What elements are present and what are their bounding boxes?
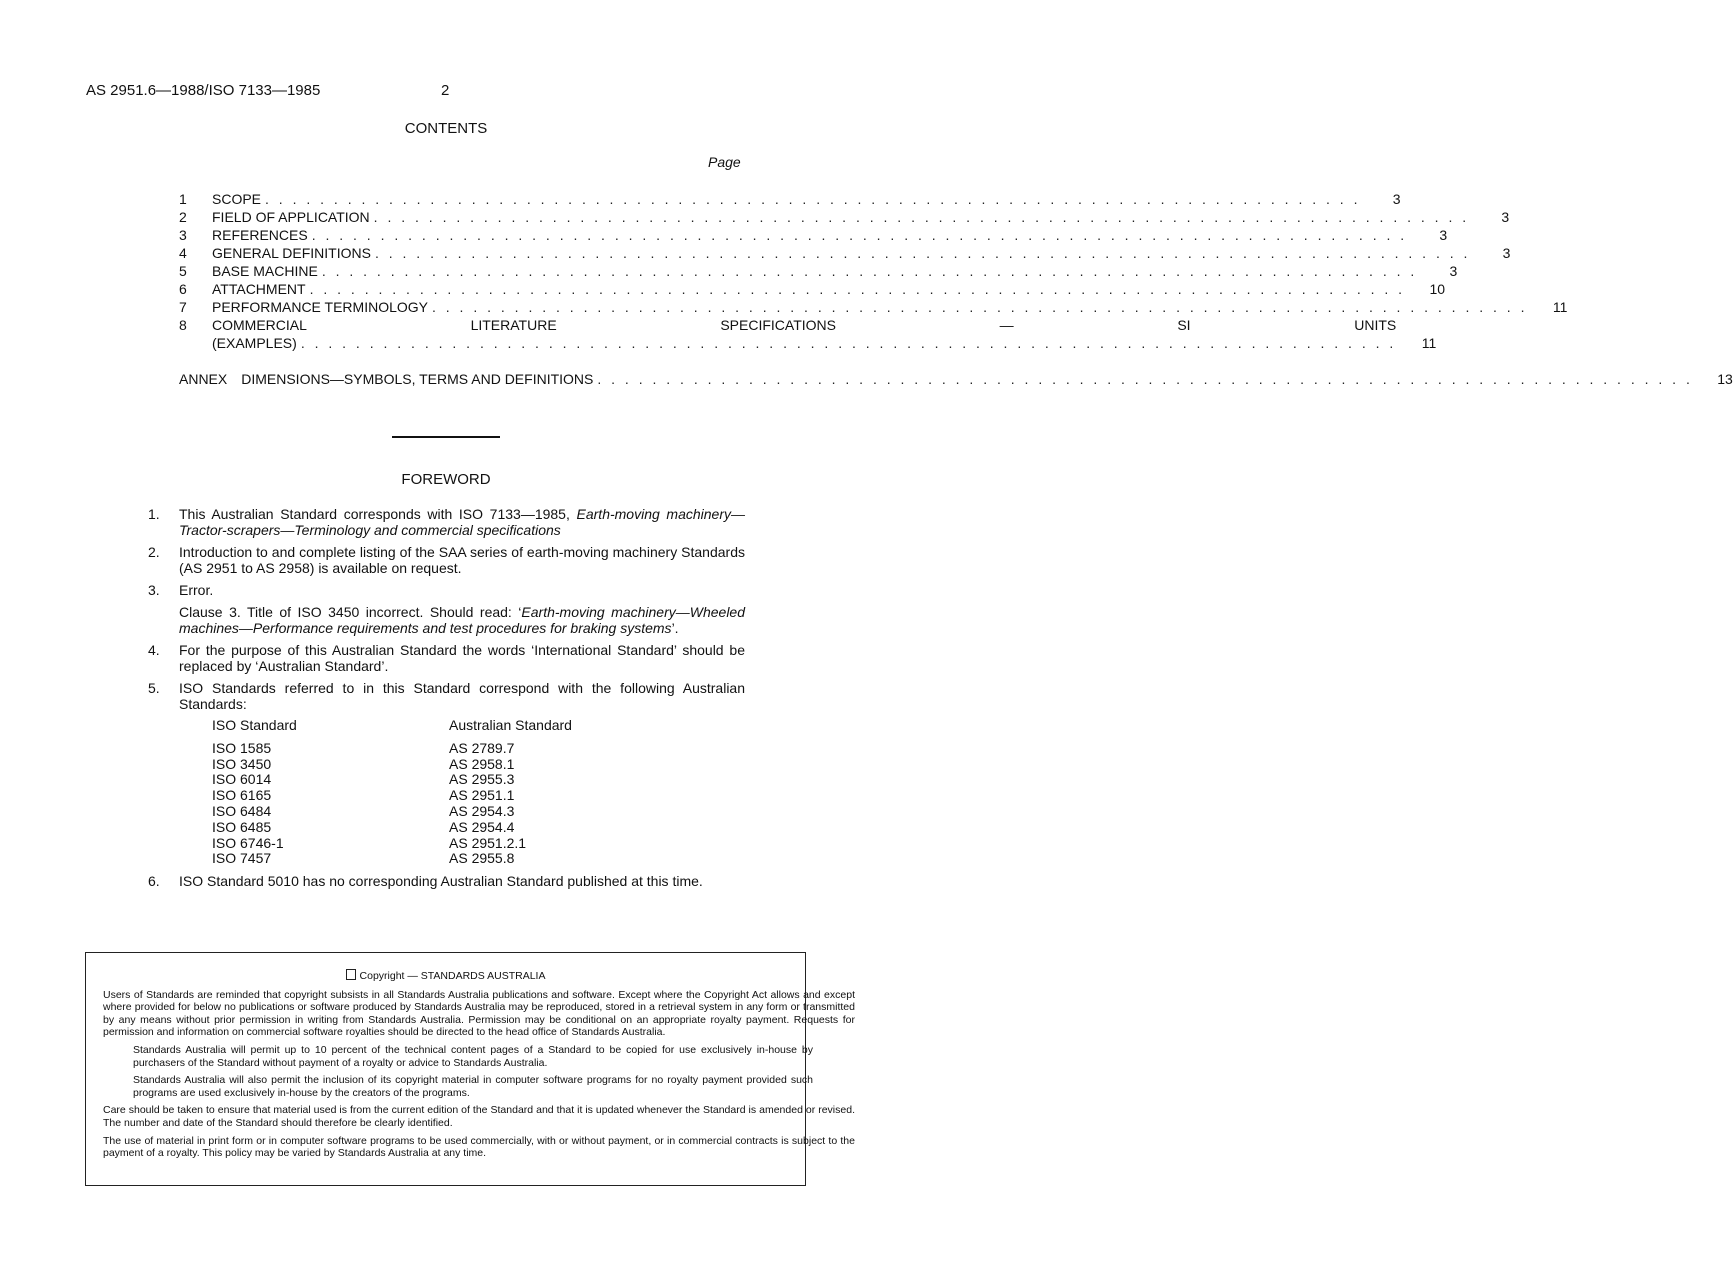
item-heading: Error.	[179, 582, 214, 598]
copyright-paragraph: Standards Australia will also permit the inclusion of its copyright material in computer software programs for no royalty payment provided such programs are used exclusively in-house by the creators of the programs.	[133, 1074, 813, 1099]
foreword-item	[148, 544, 745, 576]
item-text-end: ’.	[671, 620, 679, 636]
copyright-title-row	[103, 969, 805, 983]
item-text: ISO Standard 5010 has no corresponding Australian Standard published at this time.	[179, 873, 703, 890]
dot-leader	[374, 208, 1469, 226]
dot-leader	[597, 370, 1692, 388]
iso-standard-cell: ISO 7457	[212, 850, 272, 867]
toc-word: LITERATURE	[470, 317, 557, 333]
iso-standard-cell: ISO 6746-1	[212, 834, 284, 851]
toc-entry-title: BASE MACHINE	[212, 263, 318, 279]
copyright-paragraph: Standards Australia will permit up to 10 percent of the technical content pages of a Standard to be copied for use exclusively in-house by purchasers of the Standard without payment of a royalty or advice to Standards Australia.	[133, 1043, 813, 1069]
toc-entry[interactable]	[179, 190, 1401, 208]
foreword-item	[148, 582, 745, 636]
toc-entry-number: 2	[179, 209, 187, 225]
toc-entry-page: 3	[1439, 227, 1448, 243]
foreword-item	[148, 642, 745, 674]
item-number: 2.	[148, 544, 160, 560]
copyright-title: Copyright — STANDARDS AUSTRALIA	[359, 970, 546, 982]
australian-standard-cell: AS 2955.3	[449, 771, 515, 788]
toc-entry-title: REFERENCES	[212, 227, 308, 243]
foreword-list	[148, 506, 745, 895]
toc-entry[interactable]	[179, 280, 1446, 298]
table-row	[212, 757, 745, 773]
toc-entry[interactable]	[179, 244, 1511, 262]
table-row	[212, 836, 745, 852]
toc-word: SI	[1177, 317, 1191, 333]
toc-word: —	[999, 317, 1014, 333]
toc-word: UNITS	[1354, 317, 1397, 333]
dot-leader	[432, 298, 1527, 316]
australian-standard-cell: AS 2958.1	[449, 755, 515, 772]
table-row	[212, 851, 745, 867]
toc-entry-title-line1	[212, 316, 1436, 334]
annex-page: 13	[1717, 371, 1733, 387]
item-text: Clause 3. Title of ISO 3450 incorrect. Should read: ‘	[179, 604, 522, 620]
iso-standard-cell: ISO 6484	[212, 802, 272, 819]
foreword-title: FOREWORD	[401, 471, 491, 488]
toc-entry-number: 3	[179, 227, 187, 243]
iso-standard-cell: ISO 6485	[212, 818, 272, 835]
dot-leader	[322, 262, 1417, 280]
section-divider	[392, 436, 500, 438]
iso-standard-cell: ISO 6014	[212, 771, 272, 788]
item-number: 5.	[148, 680, 160, 696]
toc-entry-title: GENERAL DEFINITIONS	[212, 245, 371, 261]
dot-leader	[312, 226, 1407, 244]
item-number: 4.	[148, 642, 160, 658]
standards-table-header	[212, 718, 745, 734]
toc-entry[interactable]	[179, 298, 1568, 316]
table-row	[212, 772, 745, 788]
column-header-iso: ISO Standard	[212, 717, 297, 733]
dot-leader	[310, 280, 1405, 298]
australian-standard-cell: AS 2954.4	[449, 818, 515, 835]
australian-standard-cell: AS 2951.1	[449, 787, 515, 804]
australian-standard-cell: AS 2954.3	[449, 802, 515, 819]
foreword-item	[148, 873, 745, 889]
item-number: 3.	[148, 582, 160, 598]
item-number: 1.	[148, 506, 160, 522]
toc-entry-number: 1	[179, 191, 187, 207]
table-row	[212, 820, 745, 836]
toc-annex-entry[interactable]	[179, 370, 1733, 388]
toc-entries	[179, 190, 1568, 316]
annex-label: ANNEX	[179, 371, 228, 387]
toc-entry-page: 3	[1449, 263, 1458, 279]
toc-entry-number: 7	[179, 299, 187, 315]
contents-title: CONTENTS	[404, 120, 488, 137]
toc-entry-page: 11	[1421, 335, 1437, 351]
toc-entry-number: 4	[179, 245, 187, 261]
table-of-contents	[179, 190, 1733, 388]
table-row	[212, 788, 745, 804]
dot-leader	[375, 244, 1470, 262]
iso-standard-cell: ISO 1585	[212, 739, 272, 756]
toc-word: SPECIFICATIONS	[720, 317, 836, 333]
toc-entry-page: 10	[1429, 281, 1446, 297]
copyright-paragraph: Care should be taken to ensure that material used is from the current edition of the Standard and that it is updated whenever the Standard is amended or revised. The number and date of the Standard should therefore be clearly identified.	[103, 1104, 855, 1129]
toc-entry[interactable]	[179, 208, 1510, 226]
item-number: 6.	[148, 873, 160, 890]
item-text: Introduction to and complete listing of the SAA series of earth-moving machinery Standards (AS 2951 to AS 2958) is available on request.	[179, 544, 745, 576]
annex-title: DIMENSIONS—SYMBOLS, TERMS AND DEFINITIONS	[241, 371, 594, 387]
copyright-paragraph: The use of material in print form or in computer software programs to be used commercially, with or without payment, or in commercial contracts is subject to the payment of a royalty. This policy may be varied by Standards Australia at any time.	[103, 1134, 855, 1160]
toc-entry-page: 3	[1502, 245, 1511, 261]
copyright-icon	[346, 969, 356, 980]
foreword-item	[148, 506, 745, 538]
column-header-as: Australian Standard	[449, 717, 572, 733]
australian-standard-cell: AS 2955.8	[449, 850, 515, 867]
copyright-notice	[85, 952, 855, 1186]
toc-entry-title: SCOPE	[212, 191, 262, 207]
dot-leader	[265, 190, 1360, 208]
iso-standard-cell: ISO 6165	[212, 787, 272, 804]
toc-entry-title: FIELD OF APPLICATION	[212, 209, 370, 225]
item-text: This Australian Standard corresponds with ISO 7133—1985,	[179, 506, 577, 522]
dot-leader	[301, 334, 1396, 352]
toc-entry-number: 6	[179, 281, 187, 297]
table-row	[212, 741, 745, 757]
toc-entry[interactable]	[179, 226, 1448, 244]
foreword-item	[148, 680, 745, 867]
page-column-label: Page	[708, 154, 741, 170]
toc-entry-page: 3	[1392, 191, 1401, 207]
australian-standard-cell: AS 2951.2.1	[449, 834, 527, 851]
australian-standard-cell: AS 2789.7	[449, 739, 515, 756]
toc-entry-title-line2: (EXAMPLES)	[212, 335, 297, 351]
standards-table	[212, 718, 745, 867]
toc-entry-number: 8	[179, 317, 187, 333]
toc-entry[interactable]	[179, 316, 1437, 352]
item-text: For the purpose of this Australian Standard the words ‘International Standard’ should be replaced by ‘Australian Standard’.	[179, 642, 745, 674]
toc-entry-page: 11	[1552, 299, 1568, 315]
item-title-italic: Earth-moving machinery—Wheeled machines—Performance requirements and test procedures for braking systems	[179, 604, 745, 636]
copyright-paragraph: Users of Standards are reminded that copyright subsists in all Standards Australia publications and software. Except where the Copyright Act allows and except where provided for below no publications or software produced by Standards Australia may be reproduced, stored in a retrieval system in any form or transmitted by any means without prior permission in writing from Standards Australia. Permission may be conditional on an appropriate royalty payment. Requests for permission and information on commercial software royalties should be directed to the head office of Standards Australia.	[103, 988, 855, 1039]
toc-entry-title: ATTACHMENT	[212, 281, 306, 297]
toc-entry[interactable]	[179, 262, 1458, 280]
page-number: 2	[441, 82, 450, 99]
item-text: ISO Standards referred to in this Standard correspond with the following Australian Standards:	[179, 680, 745, 712]
item-title-italic: Earth-moving machinery—Tractor-scrapers—Terminology and commercial specifications	[179, 506, 745, 538]
toc-word: COMMERCIAL	[212, 317, 307, 333]
iso-standard-cell: ISO 3450	[212, 755, 272, 772]
table-row	[212, 804, 745, 820]
toc-entry-page: 3	[1501, 209, 1510, 225]
toc-entry-number: 5	[179, 263, 187, 279]
toc-entry-title: PERFORMANCE TERMINOLOGY	[212, 299, 428, 315]
document-number: AS 2951.6—1988/ISO 7133—1985	[86, 82, 321, 99]
